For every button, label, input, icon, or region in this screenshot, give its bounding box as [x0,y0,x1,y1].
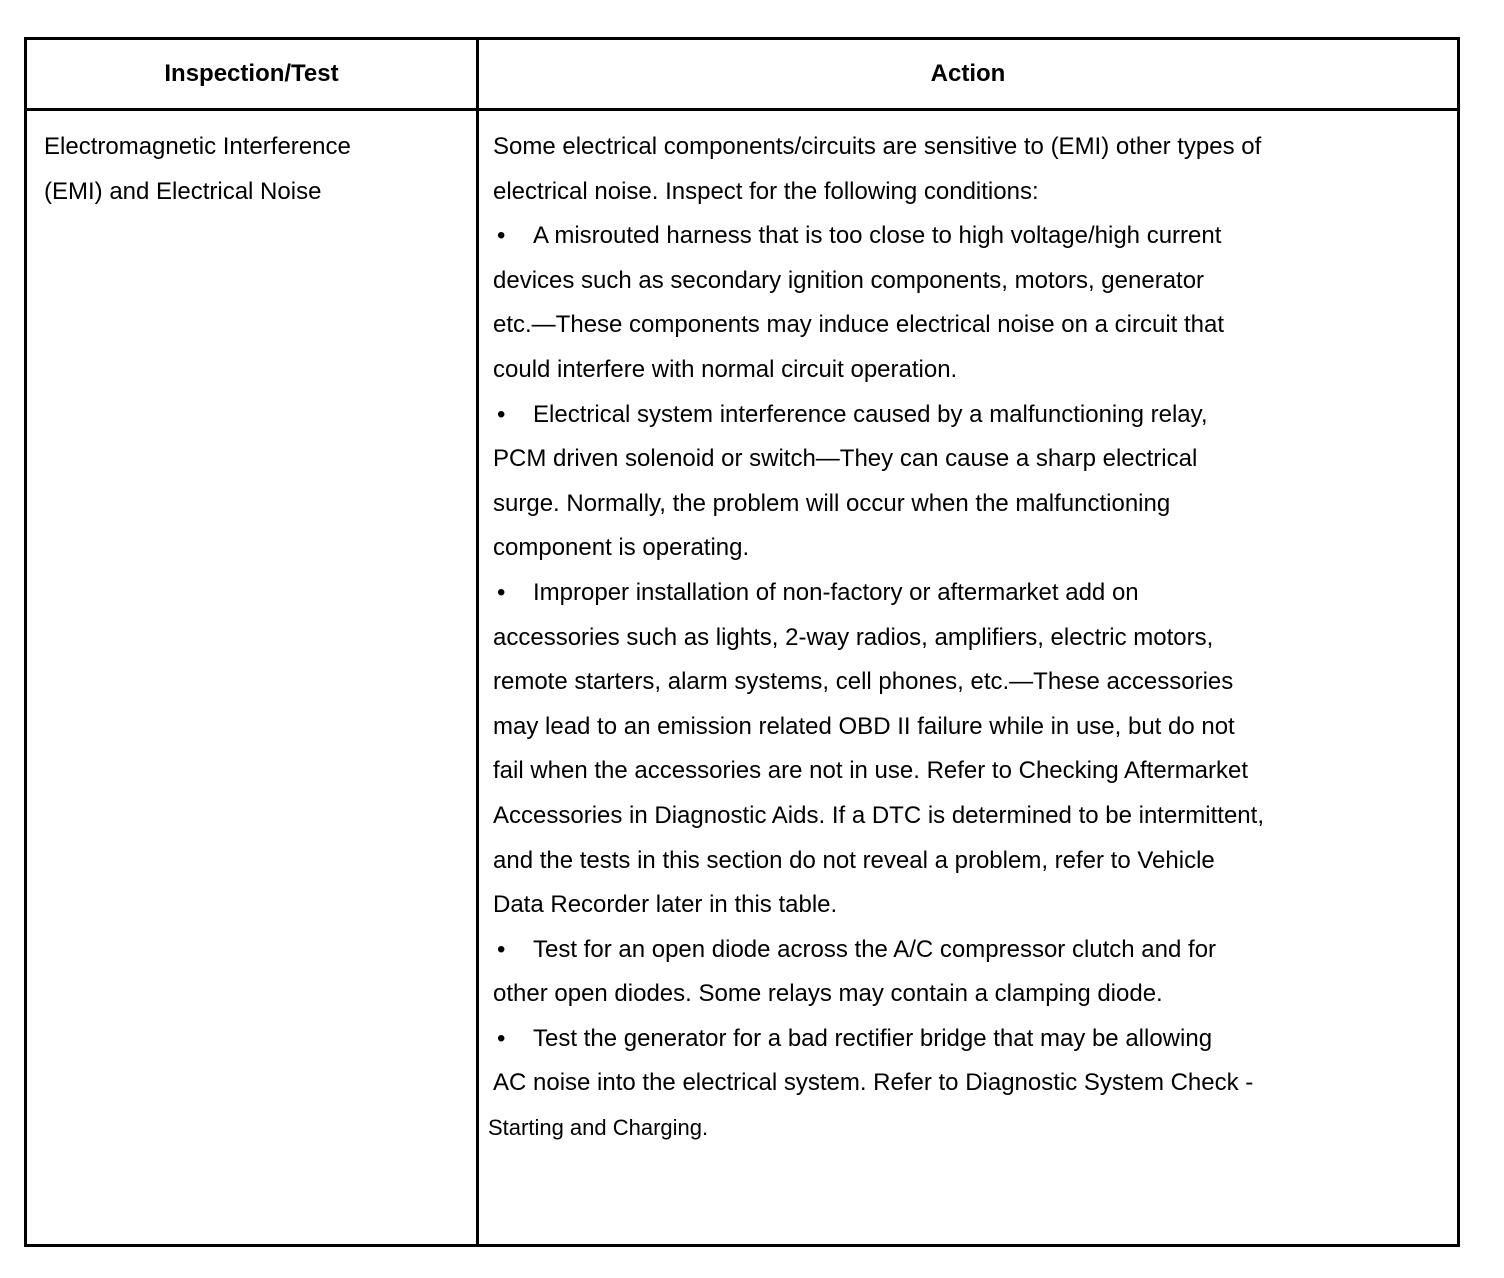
bullet-continuation: could interfere with normal circuit operation. [493,355,958,383]
bullet-continuation: may lead to an emission related OBD II failure while in use, but do not [493,712,1235,740]
bullet-item-5 [493,1017,1433,1062]
bullet-continuation: Data Recorder later in this table. [493,891,838,919]
bullet-icon: • [497,222,506,250]
header-action: Action [930,60,1006,87]
intro-line: electrical noise. Inspect for the following conditions: [493,177,1039,205]
inspection-line: (EMI) and Electrical Noise [44,177,322,205]
bullet-text: A misrouted harness that is too close to high voltage/high current [533,222,1222,250]
intro-line: Some electrical components/circuits are sensitive to (EMI) other types of [493,133,1262,160]
header-inspection-test: Inspection/Test [164,60,339,87]
bullet-item-2 [493,393,1433,438]
bullet-continuation: other open diodes. Some relays may contain a clamping diode. [493,980,1163,1008]
bullet-icon: • [497,1024,506,1052]
bullet-continuation: PCM driven solenoid or switch—They can cause a sharp electrical [493,445,1198,473]
bullet-continuation: Accessories in Diagnostic Aids. If a DTC is determined to be intermittent, [493,801,1264,829]
bullet-text: Electrical system interference caused by a malfunctioning relay, [533,400,1208,428]
inspection-line: Electromagnetic Interference [44,133,351,160]
bullet-item-3 [493,571,1433,616]
bullet-continuation: and the tests in this section do not reveal a problem, refer to Vehicle [493,846,1215,874]
column-divider [476,40,479,1244]
inspection-table [24,37,1460,1247]
bullet-continuation: remote starters, alarm systems, cell phones, etc.—These accessories [493,668,1234,696]
bullet-icon: • [497,578,506,606]
bullet-icon: • [497,400,506,428]
action-cell [488,125,1433,1151]
bullet-tail: Starting and Charging. [488,1115,709,1141]
bullet-item-4 [493,928,1433,973]
bullet-continuation: fail when the accessories are not in use. Refer to Checking Aftermarket [493,757,1249,785]
bullet-continuation: AC noise into the electrical system. Refer to Diagnostic System Check - [493,1069,1254,1097]
bullet-continuation: etc.—These components may induce electrical noise on a circuit that [493,311,1225,339]
header-divider [27,108,1457,111]
bullet-continuation: accessories such as lights, 2-way radios, amplifiers, electric motors, [493,623,1214,651]
bullet-continuation: devices such as secondary ignition components, motors, generator [493,266,1205,294]
bullet-text: Test for an open diode across the A/C compressor clutch and for [533,935,1217,963]
bullet-icon: • [497,935,506,963]
bullet-text: Test the generator for a bad rectifier bridge that may be allowing [533,1024,1213,1052]
bullet-text: Improper installation of non-factory or aftermarket add on [533,578,1139,606]
bullet-continuation: component is operating. [493,534,750,562]
bullet-continuation: surge. Normally, the problem will occur when the malfunctioning [493,489,1171,517]
inspection-cell [44,125,464,214]
bullet-item-1 [493,214,1433,259]
